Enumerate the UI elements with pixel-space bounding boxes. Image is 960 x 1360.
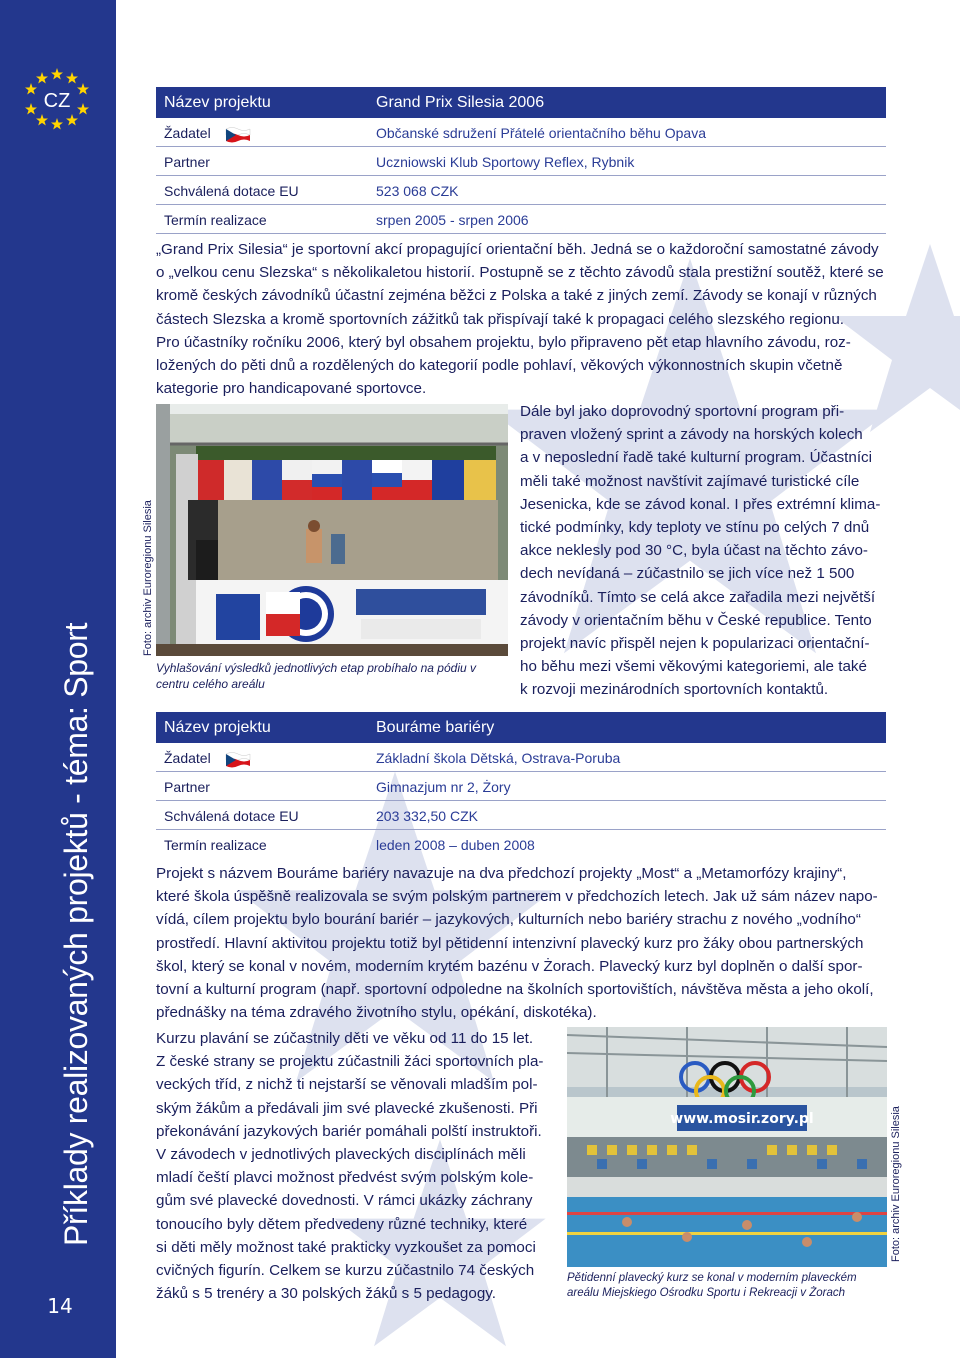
- project1-grant-row: [156, 176, 886, 205]
- text-line: Jesenicka, kde se závod konal. I přes extrémní klima-: [520, 495, 881, 513]
- text-line: kategorie pro handicapované sportovce.: [156, 380, 427, 398]
- project2-side-text: [156, 1027, 553, 1305]
- czech-flag-icon: [225, 751, 251, 768]
- text-line: k rozvoji mezinárodních sportovních kontaktů.: [520, 681, 829, 699]
- term-label: Termín realizace: [164, 837, 267, 853]
- text-line: V závodech v jednotlivých plaveckých disciplínách měli: [156, 1146, 526, 1164]
- project2-term: leden 2008 – duben 2008: [376, 837, 535, 853]
- project1-intro: [156, 238, 886, 400]
- photo-credit: Foto: archiv Euroregionu Silesia: [142, 500, 154, 656]
- text-line: Kurzu plavání se zúčastnily děti ve věku od 11 do 15 let.: [156, 1030, 534, 1047]
- partner-label: Partner: [164, 154, 210, 170]
- text-line: Dále byl jako doprovodný sportovní program při-: [520, 403, 845, 420]
- text-line: škol, který se konal v novém, moderním krytém bazénu v Żorach. Plavecký kurz byl doplněn o další spor-: [156, 957, 863, 975]
- partner-label: Partner: [164, 779, 210, 795]
- text-line: veckých tříd, z nichž ti nejstarší se věnovali mladším pol-: [156, 1076, 538, 1094]
- text-line: prostředí. Hlavní aktivitou projektu totiž byl pětidenní intenzivní plavecký kurz pro žáky obou partnerských: [156, 934, 864, 952]
- stage-photo-image: [156, 404, 508, 656]
- text-line: Projekt s názvem Bouráme bariéry navazuje na dva předchozí projekty „Most“ a „Metamorfózy krajiny“,: [156, 865, 847, 882]
- czech-flag-icon: [225, 126, 251, 143]
- section-title: Příklady realizovaných projektů - téma: Sport: [58, 622, 94, 1246]
- term-label: Termín realizace: [164, 212, 267, 228]
- text-line: měli také možnost navštívit zajímavé turistické cíle: [520, 472, 860, 490]
- project1-name-row: [156, 87, 886, 118]
- photo-credit: Foto: archiv Euroregionu Silesia: [890, 1106, 902, 1262]
- photo-caption: Vyhlašování výsledků jednotlivých etap probíhalo na pódiu v centru celého areálu: [156, 661, 476, 691]
- project2-partner: Gimnazjum nr 2, Żory: [376, 779, 511, 795]
- sidebar: [0, 0, 116, 1358]
- project1-applicant: Občanské sdružení Přátelé orientačního běhu Opava: [376, 125, 706, 141]
- project2-grant-row: [156, 801, 886, 830]
- project2-name-row: [156, 712, 886, 743]
- project1-info-table: [156, 87, 886, 234]
- text-line: tické podmínky, kdy teploty ve stínu po celých 7 dnů: [520, 519, 870, 537]
- text-line: závodníků. Tímto se celá akce zařadila mezi největší: [520, 588, 876, 606]
- text-line: Pro účastníky ročníku 2006, který byl obsahem projektu, bylo připraveno pět etap hlavního závodu, roz-: [156, 333, 851, 351]
- text-line: a v neposlední řadě také kulturní program. Účastníci: [520, 449, 873, 467]
- text-line: tonoucího byly dětem předvedeny různé techniky, které: [156, 1215, 528, 1233]
- project1-term: srpen 2005 - srpen 2006: [376, 212, 529, 228]
- text-line: ho běhu mezi všemi věkovými kategoriemi, ale také: [520, 658, 867, 676]
- project1-side-text: [520, 400, 887, 702]
- text-line: kromě českých závodníků účastní zejména běžci z Polska a také z jiných zemí. Závody se konají v různých: [156, 287, 877, 305]
- project2-grant: 203 332,50 CZK: [376, 808, 478, 824]
- applicant-label: [164, 750, 251, 768]
- text-line: praven vložený sprint a závody na horských kolech: [520, 426, 863, 444]
- project2-partner-row: [156, 772, 886, 801]
- project2-intro: [156, 862, 886, 1024]
- photo-caption: Pětidenní plavecký kurz se konal v moderním plaveckém areálu Miejskiego Ośrodku Sportu i Rekreacji v Żorach: [567, 1272, 857, 1299]
- text-line: tovní a kulturní program (např. sportovní odpoledne na školních sportovištích, návštěva města a jeho okolí,: [156, 981, 874, 999]
- project2-applicant: Základní škola Dětská, Ostrava-Poruba: [376, 750, 621, 766]
- text-line: „Grand Prix Silesia“ je sportovní akcí propagující orientační běh. Jedná se o každoroční samostatné závody: [156, 241, 879, 258]
- text-line: projekt navíc přispěl nejen k popularizaci orientační-: [520, 635, 870, 653]
- text-line: vídá, cílem projektu bylo bourání bariér – jazykových, kulturních nebo bariéry strachu z nového „vodního“: [156, 911, 861, 929]
- banner-text: www.mosir.zory.pl: [670, 1111, 814, 1127]
- text-line: mladí čeští plavci možnost předvést svým polským kole-: [156, 1169, 534, 1187]
- applicant-label: [164, 125, 251, 143]
- project2-applicant-row: [156, 743, 886, 772]
- name-label: Název projektu: [164, 719, 271, 736]
- project1-partner-row: [156, 147, 886, 176]
- text-line: závody v orientačním běhu v České republice. Tento: [520, 611, 872, 629]
- grant-label: Schválená dotace EU: [164, 183, 299, 199]
- text-line: žáků s 5 trenéry a 30 polských žáků s 5 pedagogy.: [156, 1285, 496, 1303]
- text-line: gům své plavecké dovednosti. V rámci ukázky záchrany: [156, 1192, 533, 1210]
- text-line: překonávání jazykových bariér pomáhali polští instruktoři.: [156, 1122, 542, 1140]
- text-line: ložených do pěti dnů a rozdělených do kategorií podle pohlaví, věkových výkonnostních skupin včetně: [156, 357, 843, 375]
- text-line: dech nevídaná – zúčastnilo se jich více než 1 500: [520, 565, 855, 583]
- name-label: Název projektu: [164, 94, 271, 111]
- project1-name: Grand Prix Silesia 2006: [376, 94, 545, 111]
- pool-photo: [567, 1027, 887, 1267]
- grant-label: Schválená dotace EU: [164, 808, 299, 824]
- page-number: 14: [47, 1294, 73, 1318]
- text-line: akce neklesly pod 30 °C, byla účast na těchto závo-: [520, 542, 868, 560]
- pool-photo-image: [567, 1027, 887, 1267]
- stage-photo: [156, 404, 508, 656]
- project2-info-table: [156, 712, 886, 858]
- text-line: přednášky na téma zdravého životního stylu, opékání, diskotéka).: [156, 1004, 597, 1022]
- applicant-label-text: Žadatel: [164, 750, 211, 766]
- project1-applicant-row: [156, 118, 886, 147]
- project2-name: Bouráme bariéry: [376, 719, 495, 736]
- text-line: Z české strany se projektu zúčastnili žáci sportovních pla-: [156, 1053, 544, 1071]
- text-line: o „velkou cenu Slezska“ s několikaletou historií. Postupně se z těchto závodů stala prestižní soutěž, které se: [156, 264, 884, 282]
- text-line: které škola úspěšně realizovala se svým polským partnerem v předchozích letech. Jak už sám název napo-: [156, 888, 878, 906]
- text-line: si děti měly možnost také prakticky vyzkoušet za pomoci: [156, 1238, 536, 1256]
- text-line: cvičných figurín. Celkem se kurzu zúčastnilo 74 českých: [156, 1262, 535, 1280]
- project2-term-row: [156, 830, 886, 858]
- project1-grant: 523 068 CZK: [376, 183, 459, 199]
- project1-partner: Uczniowski Klub Sportowy Reflex, Rybnik: [376, 154, 635, 170]
- text-line: ským žákům a předávali jim své plavecké zkušenosti. Při: [156, 1099, 538, 1117]
- text-line: částech Slezska a kromě sportovních zážitků tak přispívají také k propagaci celého slezského regionu.: [156, 310, 845, 328]
- project1-term-row: [156, 205, 886, 234]
- applicant-label-text: Žadatel: [164, 125, 211, 141]
- country-code: CZ: [43, 90, 71, 112]
